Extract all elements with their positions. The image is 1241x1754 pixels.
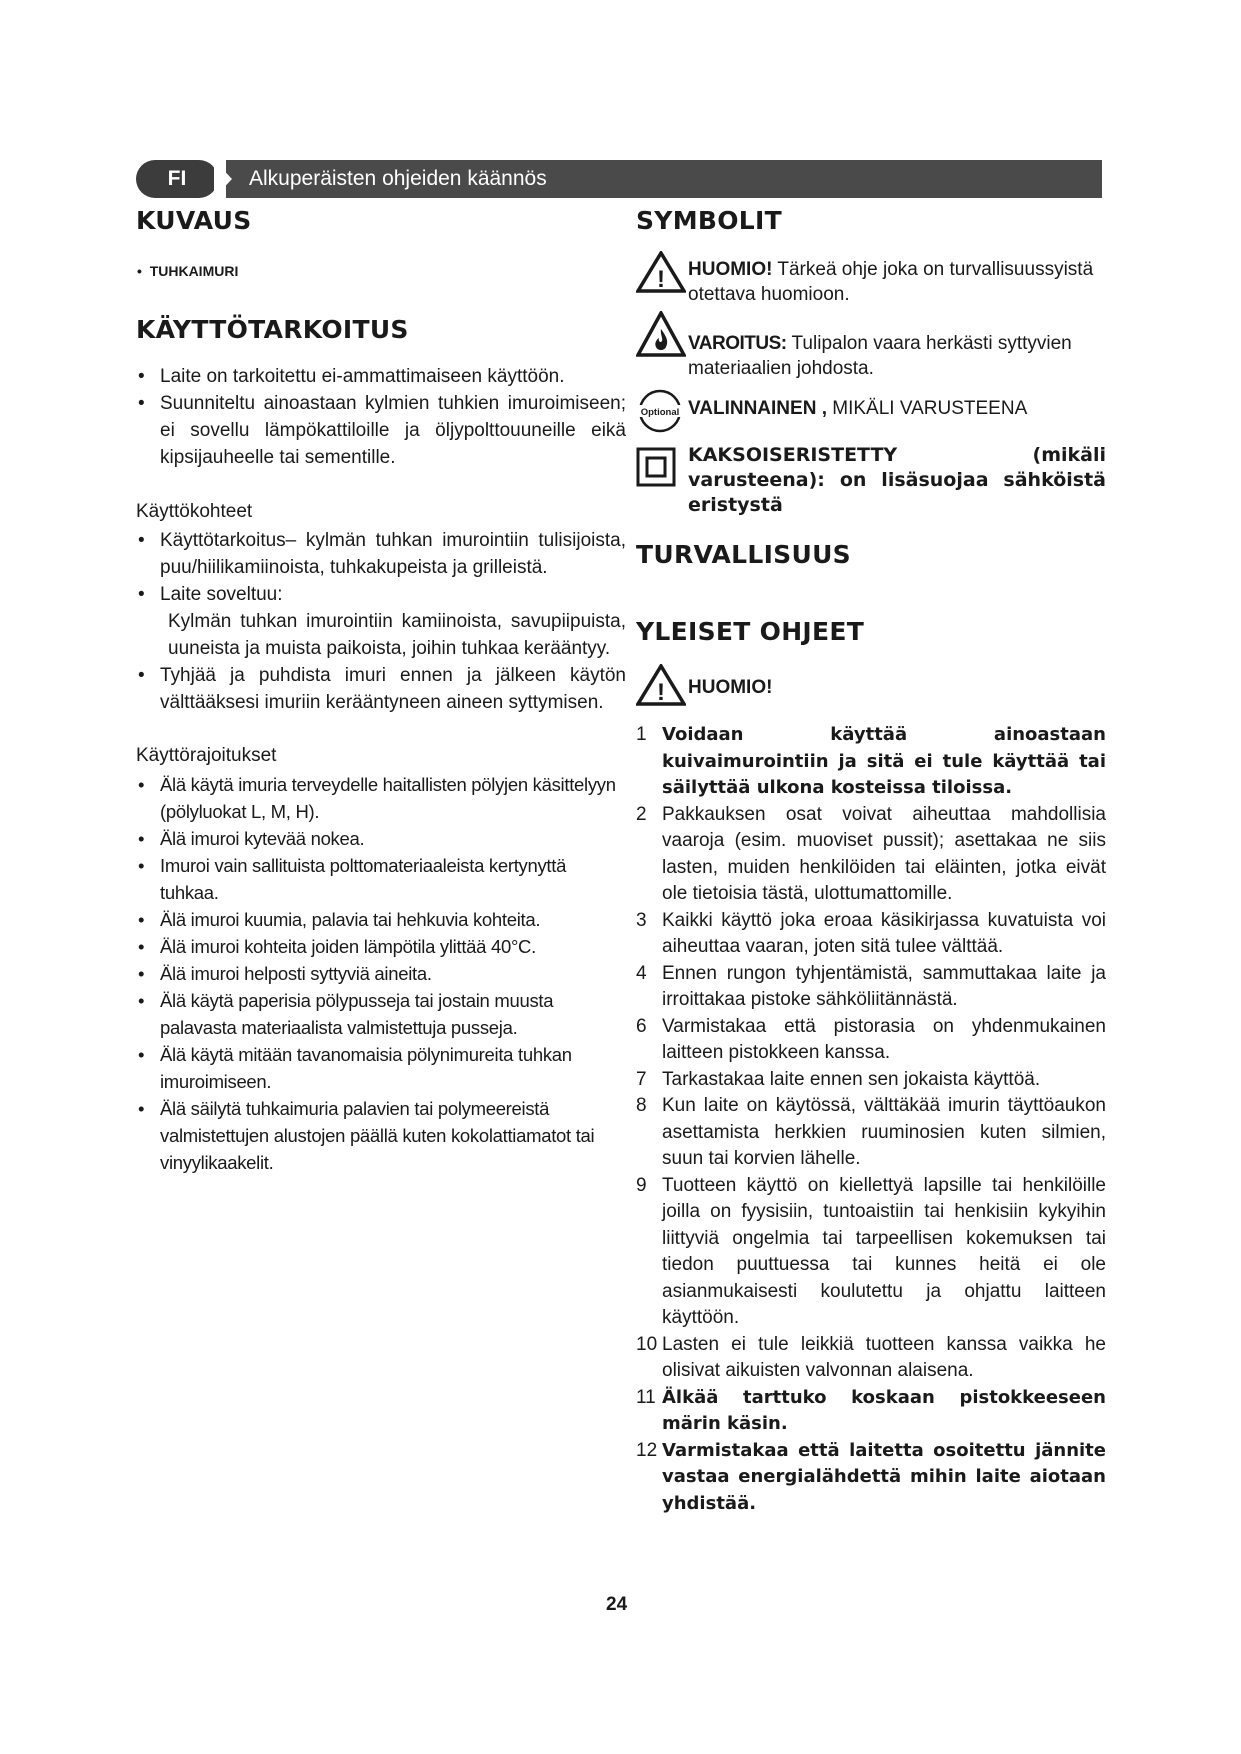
warning-icon — [636, 664, 686, 721]
list-item: • Älä imuroi helposti syttyviä aineita. — [136, 960, 626, 987]
left-column — [136, 206, 626, 1176]
header-title: Alkuperäisten ohjeiden käännös — [249, 167, 547, 190]
varoitus-label: VAROITUS: — [688, 333, 787, 354]
list-item: • Älä käytä paperisia pölypusseja tai jostain muusta palavasta materiaalista valmistettuja pusseja. — [136, 987, 626, 1041]
rule-item: 2 Pakkauksen osat voivat aiheuttaa mahdollisia vaaroja (esim. muoviset pussit); asettakaa ne siis lasten, muiden henkilöiden tai eläinten, jotka eivät ole tietoisia tästä, ulottumattomille. — [636, 803, 1106, 904]
rule-item: 3 Kaikki käyttö joka eroaa käsikirjassa kuvatuista voi aiheuttaa vaaran, joten sitä tulee välttää. — [636, 909, 1106, 957]
huomio-label: HUOMIO! — [688, 259, 773, 280]
optional-icon — [636, 389, 684, 446]
fire-warning-icon — [636, 311, 686, 364]
rule-item: 4 Ennen rungon tyhjentämistä, sammuttakaa laite ja irroittakaa pistoke sähköliitännästä. — [636, 962, 1106, 1010]
svg-text:!: ! — [657, 679, 665, 706]
rule-item: 1 Voidaan käyttää ainoastaan kuivaimurointiin ja sitä ei tule käyttää tai säilyttää ulkona kosteissa tiloissa. — [636, 724, 1106, 798]
rule-item: 7 Tarkastakaa laite ennen sen jokaista käyttöä. — [636, 1068, 1041, 1090]
rajoitukset-list — [136, 771, 626, 1176]
symbol-varoitus — [636, 331, 1106, 381]
huomio-text: Tärkeä ohje joka on turvallisuussyistä otettava huomioon. — [688, 259, 1094, 305]
page-header — [136, 160, 1102, 198]
varoitus-text: Tulipalon vaara herkästi syttyvien materiaalien johdosta. — [688, 333, 1072, 379]
list-item: • Tyhjää ja puhdista imuri ennen ja jälkeen käytön välttääksesi imuriin kerääntyneen aineen syttymisen. — [136, 662, 626, 716]
list-item: • Älä säilytä tuhkaimuria palavien tai polymeereistä valmistettujen alustojen päällä kuten kokolattiamatot tai vinyylikaakelit. — [136, 1095, 626, 1176]
kayttotarkoitus-list — [136, 363, 626, 471]
kaksoiseristetty-text: KAKSOISERISTETTY (mikäli varusteena): on lisäsuojaa sähköistä eristystä — [688, 444, 1106, 516]
kuvaus-heading: KUVAUS — [136, 206, 252, 235]
rajoitukset-heading: Käyttörajoitukset — [136, 745, 277, 766]
list-item: • Älä käytä mitään tavanomaisia pölynimureita tuhkan imuroimiseen. — [136, 1041, 626, 1095]
symbol-huomio — [636, 257, 1106, 307]
rule-item: 12 Varmistakaa että laitetta osoitettu jännite vastaa energialähdettä mihin laite aiotaan yhdistää. — [636, 1439, 1106, 1514]
kuvaus-item: • TUHKAIMURI — [137, 263, 239, 279]
kayttokohteet-indent-text: Kylmän tuhkan imurointiin kamiinoista, savupiipuista, uuneista ja muista paikoista, joihin tuhkaa kerääntyy. — [168, 611, 626, 659]
list-item: • Älä imuroi kohteita joiden lämpötila ylittää 40°C. — [136, 933, 626, 960]
rule-item: 10 Lasten ei tule leikkiä tuotteen kanssa vaikka he olisivat aikuisten valvonnan alaisena. — [636, 1333, 1106, 1381]
yleiset-ohjeet-heading: YLEISET OHJEET — [636, 617, 865, 646]
svg-text:!: ! — [657, 266, 665, 293]
list-item: • Älä käytä imuria terveydelle haitallisten pölyjen käsittelyyn (pölyluokat L, M, H). — [136, 771, 626, 825]
kayttotarkoitus-heading: KÄYTTÖTARKOITUS — [136, 315, 409, 344]
list-item: • Imuroi vain sallituista polttomateriaaleista kertynyttä tuhkaa. — [136, 852, 626, 906]
symbolit-heading: SYMBOLIT — [636, 206, 782, 235]
kayttokohteet-list — [136, 527, 626, 608]
list-item: • Käyttötarkoitus– kylmän tuhkan imurointiin tulisijoista, puu/hiilikamiinoista, tuhkakupeista ja grilleistä. — [136, 527, 626, 581]
list-item: • Laite on tarkoitettu ei-ammattimaiseen käyttöön. — [136, 363, 626, 390]
symbol-valinnainen — [636, 391, 1106, 429]
list-item: • Älä imuroi kytevää nokea. — [136, 825, 626, 852]
kayttokohteet-heading: Käyttökohteet — [136, 501, 253, 522]
list-item: • Laite soveltuu: — [136, 581, 626, 608]
optional-icon-label: Optional — [640, 407, 680, 418]
turvallisuus-heading: TURVALLISUUS — [636, 540, 851, 569]
warning-icon — [636, 251, 686, 300]
valinnainen-text: MIKÄLI VARUSTEENA — [826, 398, 1028, 419]
language-badge: FI — [136, 160, 218, 198]
rule-item: 8 Kun laite on käytössä, välttäkää imurin täyttöaukon asettamista herkkien ruuminosien kuten silmien, suun tai korvien lähelle. — [636, 1095, 1106, 1169]
valinnainen-label: VALINNAINEN , — [688, 398, 827, 419]
rule-item: 11 Älkää tarttuko koskaan pistokkeeseen märin käsin. — [636, 1386, 1106, 1434]
rule-item: 9 Tuotteen käyttö on kiellettyä lapsille tai henkilöille joilla on fyysisiin, tuntoaistiin tai henkisiin kykyihin liittyviä ongelmia tai tarpeellisen kokemuksen tai tiedon puuttuessa tai kunnes heitä ei ole asianmukaisesti koulutettu ja ohjattu laitteen käyttöön. — [636, 1174, 1106, 1328]
symbol-kaksoiseristetty — [636, 443, 1106, 518]
list-item: • Suunniteltu ainoastaan kylmien tuhkien imuroimiseen; ei sovellu lämpökattiloille ja öljypolttouuneille eikä kipsijauheelle tai sementille. — [136, 390, 626, 471]
huomio-label: HUOMIO! — [688, 677, 773, 698]
list-item: • Älä imuroi kuumia, palavia tai hehkuvia kohteita. — [136, 906, 626, 933]
double-insulation-icon — [636, 447, 676, 494]
rule-item: 6 Varmistakaa että pistorasia on yhdenmukainen laitteen pistokkeen kanssa. — [636, 1015, 1106, 1063]
header-chevron — [214, 160, 232, 198]
page-number: 24 — [606, 1594, 628, 1615]
kayttokohteet-list-2 — [136, 662, 626, 716]
safety-rules-list — [636, 722, 1106, 1517]
huomio-notice — [636, 668, 1106, 708]
right-column — [636, 206, 1106, 1517]
